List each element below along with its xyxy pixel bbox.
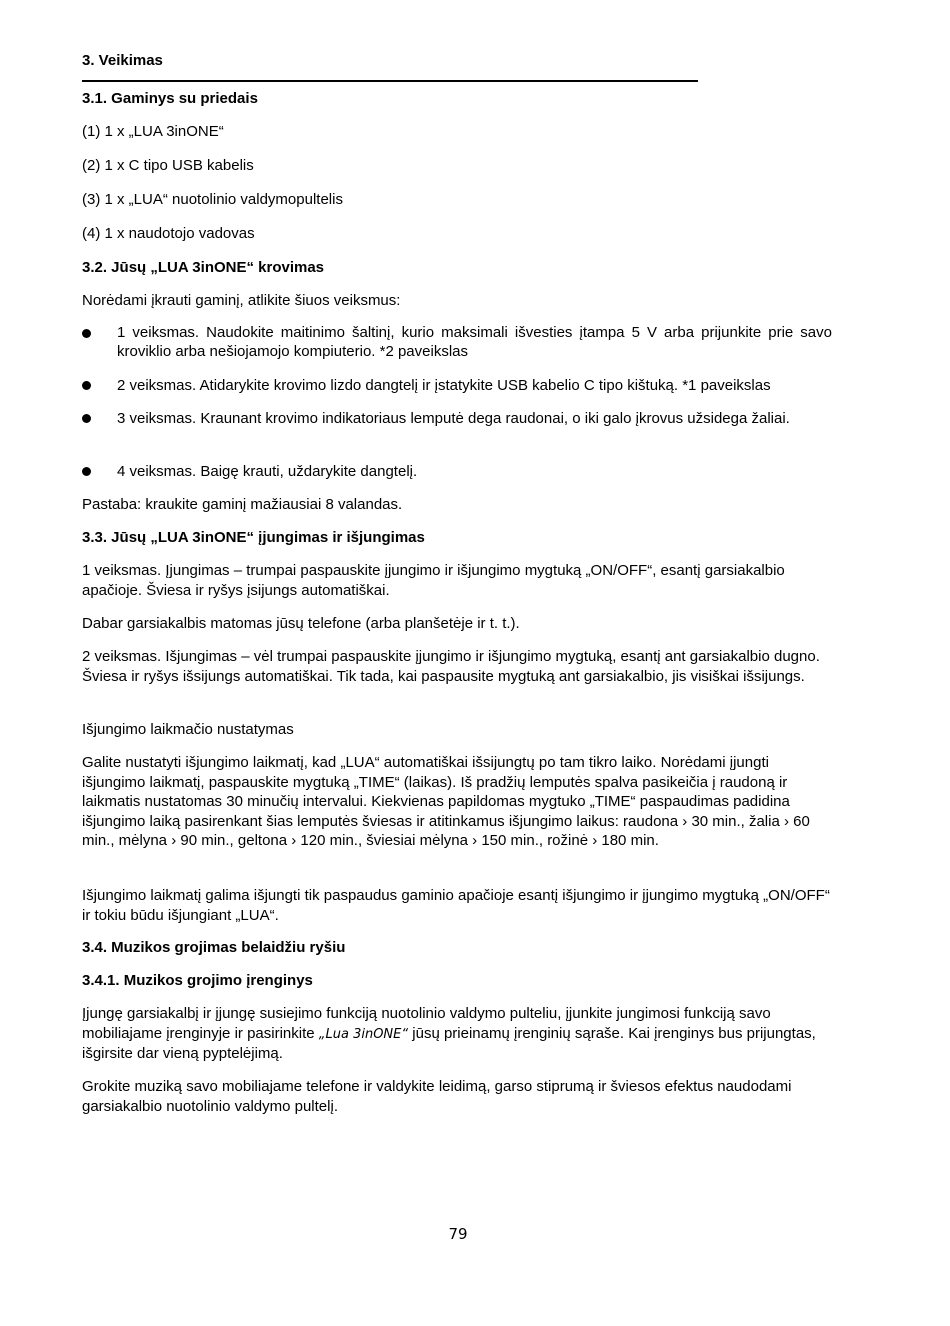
charging-step-2: 2 veiksmas. Atidarykite krovimo lizdo dangtelį ir įstatykite USB kabelio C tipo kištuką. *1 paveikslas <box>117 377 771 394</box>
bullet-icon <box>82 381 91 390</box>
pairing-text-after: jūsų prieinamų įrenginių sąraše. Kai įrenginys bus prijungtas, išgirsite dar vieną pyptelėjimą. <box>82 1024 816 1062</box>
charging-step-1: 1 veiksmas. Naudokite maitinimo šaltinį, kurio maksimali išvesties įtampa 5 V arba prijunkite prie savo kroviklio arba nešiojamojo kompiuterio. *2 paveikslas <box>117 324 832 360</box>
charging-step-4: 4 veiksmas. Baigę krauti, uždarykite dangtelį. <box>117 463 418 480</box>
section-heading: 3. Veikimas <box>82 52 163 69</box>
charging-intro: Norėdami įkrauti gaminį, atlikite šiuos veiksmus: <box>82 292 401 309</box>
device-name: „Lua 3inONE“ <box>318 1026 409 1042</box>
subsection-3-1-title: 3.1. Gaminys su priedais <box>82 90 258 107</box>
subsection-3-3-title: 3.3. Jūsų „LUA 3inONE“ įjungimas ir išjungimas <box>82 529 425 546</box>
timer-off-paragraph: Išjungimo laikmatį galima išjungti tik paspaudus gaminio apačioje esantį išjungimo ir įjungimo mygtuką „ON/OFF“ ir tokiu būdu išjungiant „LUA“. <box>82 887 830 924</box>
charging-step-3: 3 veiksmas. Kraunant krovimo indikatoriaus lemputė dega raudonai, o iki galo įkrovus užsidega žaliai. <box>117 410 790 427</box>
charging-note: Pastaba: kraukite gaminį mažiausiai 8 valandas. <box>82 496 403 513</box>
subsection-3-4-1-title: 3.4.1. Muzikos grojimo įrenginys <box>82 972 313 989</box>
subsection-3-2-title: 3.2. Jūsų „LUA 3inONE“ krovimas <box>82 259 325 276</box>
bullet-icon <box>82 467 91 476</box>
subsection-3-4-title: 3.4. Muzikos grojimas belaidžiu ryšiu <box>82 939 346 956</box>
timer-paragraph: Galite nustatyti išjungimo laikmatį, kad „LUA“ automatiškai išsijungtų po tam tikro laiko. Norėdami įjungti išjungimo laikmatį, paspauskite mygtuką „TIME“ (laikas). Iš pradžių lemputės spalva pasikeičia į raudoną ir laikmatis nustatomas 30 minučių intervalui. Kiekvienas papildomas mygtuko „TIME“ paspaudimas padidina išjungimo laiką pasirenkant šias lemputės šviesas ir atitinkamus išjungimo laikus: raudona › 30 min., žalia › 60 min., mėlyna › 90 min., geltona › 120 min., šviesiai mėlyna › 150 min., rožinė › 180 min. <box>82 754 810 849</box>
list-item: (3) 1 x „LUA“ nuotolinio valdymopultelis <box>82 191 343 208</box>
page-number: 79 <box>448 1225 468 1243</box>
timer-heading: Išjungimo laikmačio nustatymas <box>82 721 294 738</box>
power-off-paragraph: 2 veiksmas. Išjungimas – vėl trumpai paspauskite įjungimo ir išjungimo mygtuką, esantį ant garsiakalbio dugno. Šviesa ir ryšys išsijungs automatiškai. Tik tada, kai paspausite mygtuką ant garsiakalbio, jis visiškai išsijungs. <box>82 648 820 685</box>
list-item: (4) 1 x naudotojo vadovas <box>82 225 255 242</box>
bullet-icon <box>82 414 91 423</box>
bullet-icon <box>82 329 91 338</box>
power-on-paragraph: 1 veiksmas. Įjungimas – trumpai paspauskite įjungimo ir išjungimo mygtuką „ON/OFF“, esantį garsiakalbio apačioje. Šviesa ir ryšys įsijungs automatiškai. <box>82 562 785 599</box>
visible-paragraph: Dabar garsiakalbis matomas jūsų telefone (arba planšetėje ir t. t.). <box>82 615 520 632</box>
pairing-text-before: Įjungę garsiakalbį ir įjungę susiejimo funkciją nuotolinio valdymo pulteliu, įjunkite jungimosi funkciją savo mobiliajame įrenginyje ir pasirinkite <box>82 1005 771 1042</box>
list-item: (1) 1 x „LUA 3inONE“ <box>82 123 224 140</box>
heading-rule <box>82 80 698 82</box>
playback-paragraph: Grokite muziką savo mobiliajame telefone ir valdykite leidimą, garso stiprumą ir šviesos efektus naudodami garsiakalbio nuotolinio valdymo pultelį. <box>82 1078 792 1115</box>
list-item: (2) 1 x C tipo USB kabelis <box>82 157 254 174</box>
pairing-paragraph <box>82 1004 832 1064</box>
